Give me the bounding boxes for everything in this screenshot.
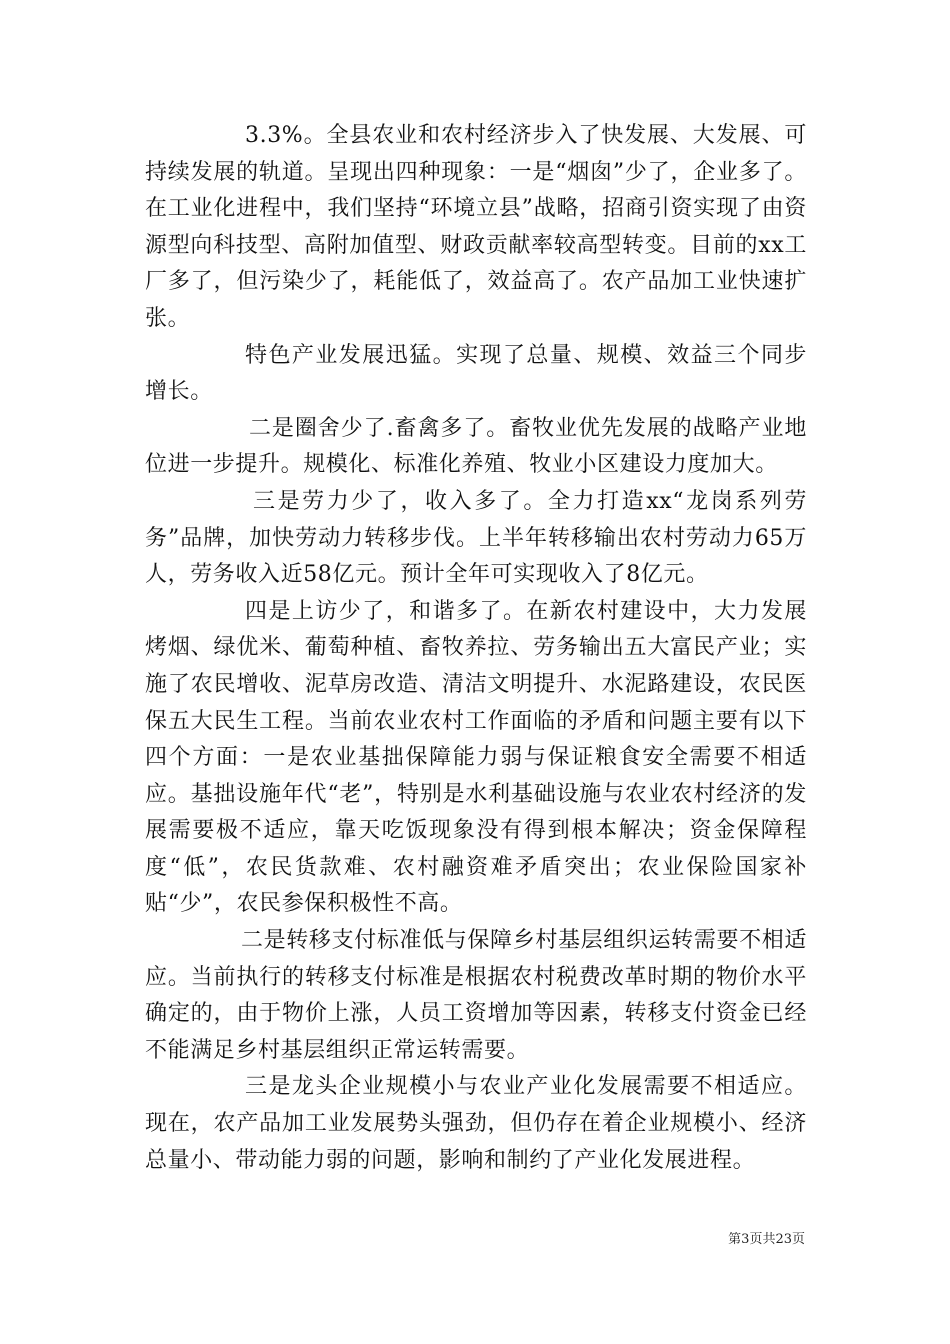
paragraph-6: 二是转移支付标准低与保障乡村基层组织运转需要不相适应。当前执行的转移支付标准是根据农村税费改革时期的物价水平确定的，由于物价上涨，人员工资增加等因素，转移支付资金已经不能满足乡村基层组织正常运转需要。 [145,928,807,1063]
paragraph-5: 四是上访少了，和谐多了。在新农村建设中，大力发展烤烟、绿优米、葡萄种植、畜牧养拉、劳务输出五大富民产业；实施了农民增收、泥草房改造、清洁文明提升、水泥路建设，农民医保五大民生工程。当前农业农村工作面临的矛盾和问题主要有以下四个方面：一是农业基拙保障能力弱与保证粮食安全需要不相适应。基拙设施年代“老”，特别是水利基础设施与农业农村经济的发展需要极不适应，靠天吃饭现象没有得到根本解决；资金保障程度“低”，农民货款难、农村融资难矛盾突出；农业保险国家补贴“少”，农民参保积极性不高。 [145,598,807,917]
document-body [145,118,807,1179]
paragraph-3: 二是圈舍少了.畜禽多了。畜牧业优先发展的战略产业地位进一步提升。规模化、标准化养殖、牧业小区建设力度加大。 [145,415,807,478]
paragraph-7: 三是龙头企业规模小与农业产业化发展需要不相适应。现在，农产品加工业发展势头强劲，但仍存在着企业规模小、经济总量小、带动能力弱的问题，影响和制约了产业化发展进程。 [145,1074,807,1173]
paragraph-4: 三是劳力少了，收入多了。全力打造xx“龙岗系列劳务”品牌，加快劳动力转移步伐。上半年转移输出农村劳动力65万人，劳务收入近58亿元。预计全年可实现收入了8亿元。 [145,488,807,588]
paragraph-2: 特色产业发展迅猛。实现了总量、规模、效益三个同步增长。 [145,342,807,405]
paragraph-1: 3.3%。全县农业和农村经济步入了快发展、大发展、可持续发展的轨道。呈现出四种现象：一是“烟囱”少了，企业多了。在工业化进程中，我们坚持“环境立县”战略，招商引资实现了由资源型向科技型、高附加值型、财政贡献率较高型转变。目前的xx工厂多了，但污染少了，耗能低了，效益高了。农产品加工业快速扩张。 [145,123,807,331]
page-number: 第3页共23页 [728,1232,805,1247]
